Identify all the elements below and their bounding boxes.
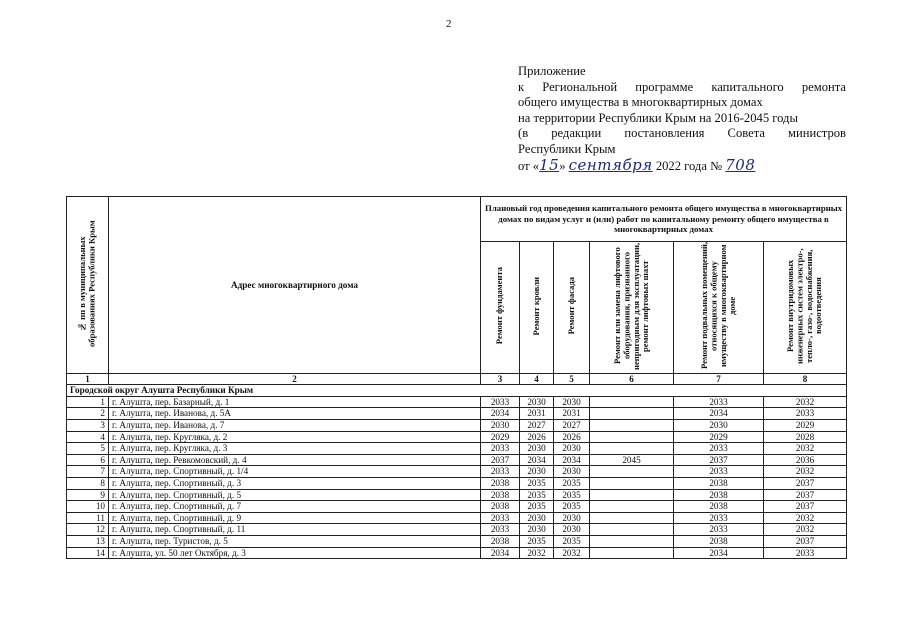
elevator-year: 2045 xyxy=(590,454,674,466)
column-number: 4 xyxy=(520,373,554,385)
row-number: 4 xyxy=(67,431,109,443)
elevator-year xyxy=(590,524,674,536)
row-address: г. Алушта, пер. Кругляка, д. 3 xyxy=(109,443,481,455)
column-number: 7 xyxy=(674,373,764,385)
row-address: г. Алушта, пер. Спортивный, д. 11 xyxy=(109,524,481,536)
elevator-year xyxy=(590,419,674,431)
table-row xyxy=(67,431,847,443)
engineering-year: 2032 xyxy=(764,512,847,524)
foundation-year: 2038 xyxy=(481,489,520,501)
column-header-foundation: Ремонт фундамента xyxy=(481,242,520,374)
column-header-number xyxy=(67,197,109,374)
row-address: г. Алушта, пер. Спортивный, д. 3 xyxy=(109,477,481,489)
roof-year: 2030 xyxy=(520,396,554,408)
engineering-year: 2032 xyxy=(764,466,847,478)
row-number: 8 xyxy=(67,477,109,489)
facade-year: 2030 xyxy=(554,512,590,524)
resolution-date xyxy=(518,155,846,175)
facade-year: 2034 xyxy=(554,454,590,466)
engineering-year: 2037 xyxy=(764,535,847,547)
basement-year: 2033 xyxy=(674,512,764,524)
table-row xyxy=(67,443,847,455)
engineering-year: 2037 xyxy=(764,477,847,489)
elevator-year xyxy=(590,547,674,559)
engineering-year: 2032 xyxy=(764,443,847,455)
roof-year: 2030 xyxy=(520,443,554,455)
roof-year: 2035 xyxy=(520,535,554,547)
row-address: г. Алушта, пер. Базарный, д. 1 xyxy=(109,396,481,408)
row-number: 10 xyxy=(67,501,109,513)
elevator-year xyxy=(590,408,674,420)
engineering-year: 2033 xyxy=(764,408,847,420)
table-row xyxy=(67,396,847,408)
column-header-basement: Ремонт подвальных помещений, относящихся к общему имуществу в многоквартирном доме xyxy=(674,242,764,374)
engineering-year: 2029 xyxy=(764,419,847,431)
date-mid: » xyxy=(559,158,566,173)
row-number: 9 xyxy=(67,489,109,501)
engineering-year: 2033 xyxy=(764,547,847,559)
foundation-year: 2033 xyxy=(481,524,520,536)
roof-year: 2030 xyxy=(520,512,554,524)
foundation-year: 2034 xyxy=(481,547,520,559)
foundation-year: 2029 xyxy=(481,431,520,443)
basement-year: 2038 xyxy=(674,501,764,513)
basement-year: 2037 xyxy=(674,454,764,466)
foundation-year: 2038 xyxy=(481,535,520,547)
date-prefix: от « xyxy=(518,158,540,173)
basement-year: 2038 xyxy=(674,477,764,489)
column-header-number-label: № пп в муниципальных образованиях Республики Крым xyxy=(77,220,97,347)
column-number: 5 xyxy=(554,373,590,385)
foundation-year: 2033 xyxy=(481,443,520,455)
row-address: г. Алушта, ул. 50 лет Октября, д. 3 xyxy=(109,547,481,559)
engineering-year: 2036 xyxy=(764,454,847,466)
table-row xyxy=(67,454,847,466)
foundation-year: 2033 xyxy=(481,512,520,524)
column-header-address: Адрес многоквартирного дома xyxy=(109,197,481,374)
table-row xyxy=(67,477,847,489)
row-number: 1 xyxy=(67,396,109,408)
facade-year: 2030 xyxy=(554,524,590,536)
row-address: г. Алушта, пер. Спортивный, д. 1/4 xyxy=(109,466,481,478)
column-number: 2 xyxy=(109,373,481,385)
table-row xyxy=(67,419,847,431)
facade-year: 2026 xyxy=(554,431,590,443)
column-number: 1 xyxy=(67,373,109,385)
basement-year: 2033 xyxy=(674,443,764,455)
basement-year: 2038 xyxy=(674,489,764,501)
table-row xyxy=(67,408,847,420)
basement-year: 2034 xyxy=(674,408,764,420)
table-row xyxy=(67,535,847,547)
section-row xyxy=(67,385,847,397)
facade-year: 2035 xyxy=(554,535,590,547)
roof-year: 2035 xyxy=(520,477,554,489)
basement-year: 2029 xyxy=(674,431,764,443)
basement-year: 2030 xyxy=(674,419,764,431)
row-address: г. Алушта, пер. Кругляка, д. 2 xyxy=(109,431,481,443)
column-number-row xyxy=(67,373,847,385)
elevator-year xyxy=(590,443,674,455)
column-number: 8 xyxy=(764,373,847,385)
row-number: 7 xyxy=(67,466,109,478)
row-number: 12 xyxy=(67,524,109,536)
column-header-facade: Ремонт фасада xyxy=(554,242,590,374)
date-year: 2022 года № xyxy=(655,158,723,173)
appendix-title: Приложение xyxy=(518,64,586,78)
basement-year: 2034 xyxy=(674,547,764,559)
engineering-year: 2037 xyxy=(764,489,847,501)
capital-repair-table xyxy=(66,196,847,559)
roof-year: 2034 xyxy=(520,454,554,466)
appendix-line: на территории Республики Крым на 2016-2045 годы xyxy=(518,110,798,125)
basement-year: 2033 xyxy=(674,466,764,478)
facade-year: 2027 xyxy=(554,419,590,431)
table-row xyxy=(67,466,847,478)
table-row xyxy=(67,524,847,536)
roof-year: 2027 xyxy=(520,419,554,431)
elevator-year xyxy=(590,535,674,547)
row-address: г. Алушта, пер. Спортивный, д. 9 xyxy=(109,512,481,524)
appendix-line: общего имущества в многоквартирных домах xyxy=(518,95,763,110)
appendix-header xyxy=(518,64,846,174)
facade-year: 2030 xyxy=(554,466,590,478)
elevator-year xyxy=(590,466,674,478)
facade-year: 2035 xyxy=(554,501,590,513)
elevator-year xyxy=(590,477,674,489)
handwritten-month: сентября xyxy=(568,155,653,174)
foundation-year: 2033 xyxy=(481,466,520,478)
roof-year: 2031 xyxy=(520,408,554,420)
basement-year: 2033 xyxy=(674,524,764,536)
row-number: 6 xyxy=(67,454,109,466)
foundation-year: 2038 xyxy=(481,501,520,513)
roof-year: 2030 xyxy=(520,466,554,478)
facade-year: 2032 xyxy=(554,547,590,559)
row-address: г. Алушта, пер. Ревкомовский, д. 4 xyxy=(109,454,481,466)
elevator-year xyxy=(590,431,674,443)
group-header-planned-year: Плановый год проведения капитального ремонта общего имущества в многоквартирных домах по видам услуг и (или) работ по капитальному ремонту общего имущества в многоквартирных домах xyxy=(481,197,847,242)
column-number: 3 xyxy=(481,373,520,385)
roof-year: 2032 xyxy=(520,547,554,559)
row-number: 3 xyxy=(67,419,109,431)
section-title: Городской округ Алушта Республики Крым xyxy=(67,385,847,397)
handwritten-day: 15 xyxy=(539,155,560,174)
elevator-year xyxy=(590,396,674,408)
engineering-year: 2037 xyxy=(764,501,847,513)
foundation-year: 2030 xyxy=(481,419,520,431)
handwritten-number: 708 xyxy=(725,155,756,174)
engineering-year: 2028 xyxy=(764,431,847,443)
row-number: 11 xyxy=(67,512,109,524)
facade-year: 2031 xyxy=(554,408,590,420)
table-row xyxy=(67,547,847,559)
row-address: г. Алушта, пер. Иванова, д. 7 xyxy=(109,419,481,431)
roof-year: 2035 xyxy=(520,501,554,513)
row-address: г. Алушта, пер. Туристов, д. 5 xyxy=(109,535,481,547)
row-number: 2 xyxy=(67,408,109,420)
facade-year: 2030 xyxy=(554,443,590,455)
foundation-year: 2034 xyxy=(481,408,520,420)
elevator-year xyxy=(590,501,674,513)
facade-year: 2035 xyxy=(554,477,590,489)
appendix-line: Республики Крым xyxy=(518,141,616,156)
foundation-year: 2037 xyxy=(481,454,520,466)
basement-year: 2033 xyxy=(674,396,764,408)
row-address: г. Алушта, пер. Спортивный, д. 5 xyxy=(109,489,481,501)
roof-year: 2035 xyxy=(520,489,554,501)
facade-year: 2030 xyxy=(554,396,590,408)
column-header-elevator: Ремонт или замена лифтового оборудования, признанного непригодным для эксплуатации, ремонт лифтовых шахт xyxy=(590,242,674,374)
engineering-year: 2032 xyxy=(764,524,847,536)
column-header-engineering-systems: Ремонт внутридомовых инженерных систем электро-, тепло-, газо-, водоснабжения, водоотведения xyxy=(764,242,847,374)
appendix-line: (в редакции постановления Совета министров xyxy=(518,126,846,141)
table-row xyxy=(67,512,847,524)
row-number: 14 xyxy=(67,547,109,559)
foundation-year: 2038 xyxy=(481,477,520,489)
roof-year: 2026 xyxy=(520,431,554,443)
basement-year: 2038 xyxy=(674,535,764,547)
table-row xyxy=(67,501,847,513)
row-address: г. Алушта, пер. Иванова, д. 5А xyxy=(109,408,481,420)
column-number: 6 xyxy=(590,373,674,385)
row-number: 13 xyxy=(67,535,109,547)
table-row xyxy=(67,489,847,501)
column-header-roof: Ремонт кровли xyxy=(520,242,554,374)
elevator-year xyxy=(590,489,674,501)
facade-year: 2035 xyxy=(554,489,590,501)
roof-year: 2030 xyxy=(520,524,554,536)
foundation-year: 2033 xyxy=(481,396,520,408)
row-address: г. Алушта, пер. Спортивный, д. 7 xyxy=(109,501,481,513)
engineering-year: 2032 xyxy=(764,396,847,408)
row-number: 5 xyxy=(67,443,109,455)
appendix-line: к Региональной программе капитального ремонта xyxy=(518,79,846,94)
elevator-year xyxy=(590,512,674,524)
page-number: 2 xyxy=(446,18,452,30)
